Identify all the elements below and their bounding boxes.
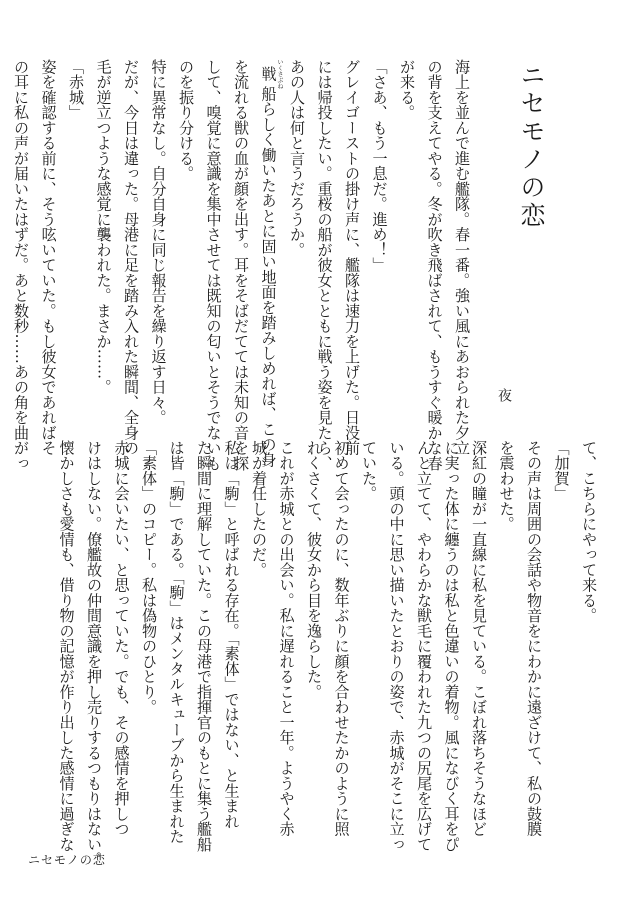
upper-text-block bbox=[12, 59, 475, 471]
ruby-annotation bbox=[259, 59, 283, 89]
text-line: のを振り分ける。 bbox=[177, 59, 195, 181]
text-line: だが、今日は違った。母港に足を踏み入れた瞬間、全身の bbox=[122, 59, 140, 456]
text-line-rest: 船らしく働いたあとに固い地面を踏みしめれば、この身 bbox=[259, 86, 278, 468]
text-line: が来る。 bbox=[398, 59, 416, 120]
text-line: 初めて会ったのに、数年ぶりに顔を合わせたかのように照 bbox=[332, 440, 351, 837]
text-line: 「加賀」 bbox=[552, 440, 571, 501]
text-line: 姿を確認する前に、そう呟いていた。もし彼女であればそ bbox=[39, 59, 58, 456]
text-line: あの人は何と言うだろうか。 bbox=[288, 59, 306, 258]
text-line: 「素体」のコピー。私は偽物のひとり。 bbox=[140, 440, 158, 715]
text-line: グレイゴーストの掛け声に、艦隊は速力を上げた。日没前 bbox=[343, 59, 361, 456]
ruby-base: 戦 bbox=[259, 59, 278, 89]
text-line: れくさくて、彼女から目を逸らした。 bbox=[305, 440, 323, 700]
text-line: けはしない。僚艦故の仲間意識を押し売りするつもりはない。 bbox=[85, 440, 103, 867]
story-title: ニセモノの恋 bbox=[517, 62, 546, 230]
text-line: を流れる獣の血が顔を出す。耳をそばだてては未知の音を探 bbox=[232, 59, 250, 471]
ruby-reading: いくさぶね bbox=[276, 59, 283, 89]
text-line-with-ruby bbox=[254, 59, 283, 468]
text-line: んと立てて、やわらかな獣毛に覆われた九つの尻尾を広げて bbox=[415, 440, 433, 852]
text-line: 毛が逆立つような感覚に襲われた。まさか……。 bbox=[94, 59, 113, 395]
text-line: は皆「駒」である。「駒」はメンタルキューブから生まれた bbox=[167, 440, 186, 845]
text-line: 懐かしさも愛情も、借り物の記憶が作り出した感情に過ぎな bbox=[57, 440, 76, 852]
text-line: の背を支えてやる。冬が吹き飛ばされて、もうすぐ暖かな春 bbox=[425, 59, 444, 471]
text-line: に実った体に纏うのは私と色違いの着物。風になびく耳をぴ bbox=[442, 440, 461, 852]
running-footer: ニセモノの恋 bbox=[28, 853, 106, 867]
author-name: 夜 bbox=[496, 388, 512, 402]
text-line: た瞬間に理解していた。この母港で指揮官のもとに集う艦船 bbox=[195, 440, 213, 852]
text-line: の耳に私の声が届いたはずだ。あと数秒……あの角を曲がっ bbox=[12, 59, 30, 471]
text-line: その声は周囲の会話や物音をにわかに遠ざけて、私の鼓膜 bbox=[525, 440, 543, 837]
text-line: て、こちらにやって来る。 bbox=[580, 440, 598, 623]
text-line: ていた。 bbox=[360, 440, 378, 501]
text-line: これが赤城との出会い。私に遅れること一年。ようやく赤 bbox=[277, 440, 296, 837]
text-line: 私は「駒」と呼ばれる存在。「素体」ではない、と生まれ bbox=[222, 440, 241, 829]
text-line: 「赤城」 bbox=[67, 59, 85, 120]
text-line: 海上を並んで進む艦隊。春一番。強い風にあおられた夕立 bbox=[453, 59, 471, 456]
text-line: には帰投したい。重桜の船が彼女とともに戦う姿を見たら、 bbox=[315, 59, 334, 471]
text-line: を震わせた。 bbox=[497, 440, 516, 532]
text-line: して、嗅覚に意識を集中させては既知の匂いとそうでないも bbox=[204, 59, 223, 471]
text-line: 赤城に会いたい、と思っていた。でも、その感情を押しつ bbox=[112, 440, 131, 837]
text-line: 深紅の瞳が一直線に私を見ている。こぼれ落ちそうなほど bbox=[470, 440, 488, 837]
text-line: いる。頭の中に思い描いたとおりの姿で、赤城がそこに立っ bbox=[387, 440, 406, 852]
text-line: 城が着任したのだ。 bbox=[250, 440, 268, 578]
text-line: 特に異常なし。自分自身に同じ報告を繰り返す日々。 bbox=[149, 59, 168, 425]
text-line: 「さあ、もう一息だ。進め！」 bbox=[370, 59, 389, 273]
